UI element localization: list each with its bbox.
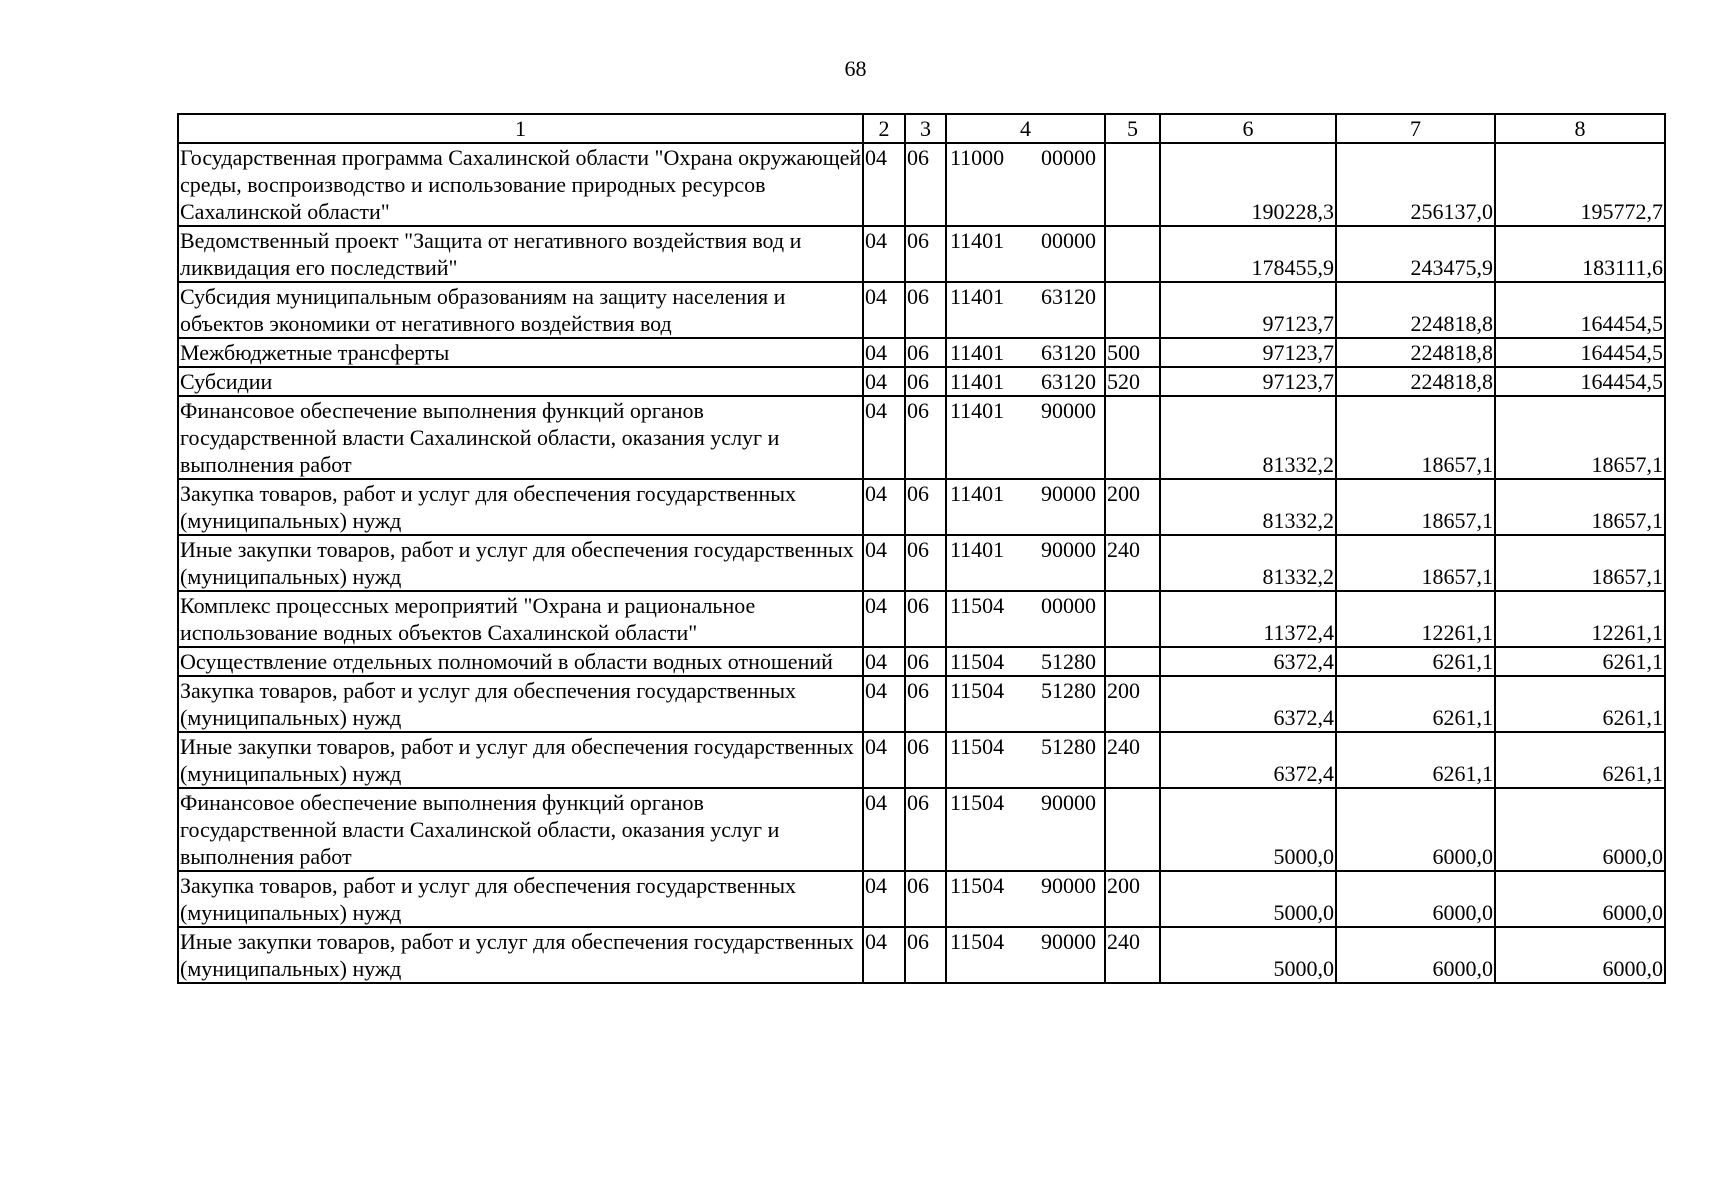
target-article-code	[946, 143, 1105, 226]
amount-col-6: 190228,3	[1160, 143, 1336, 226]
amount-col-6: 5000,0	[1160, 871, 1336, 927]
table-row	[178, 226, 1665, 282]
table-row	[178, 871, 1665, 927]
amount-col-8: 6261,1	[1495, 676, 1665, 732]
target-article-code-parts	[950, 592, 1104, 619]
header-row	[178, 114, 1665, 143]
section-code: 04	[863, 143, 905, 226]
amount-col-7: 18657,1	[1336, 479, 1495, 535]
amount-col-7: 6000,0	[1336, 927, 1495, 983]
target-article-program: 11401	[950, 228, 1005, 253]
subsection-code: 06	[905, 143, 946, 226]
target-article-code	[946, 927, 1105, 983]
table-row	[178, 282, 1665, 338]
amount-col-8: 6000,0	[1495, 927, 1665, 983]
row-name: Иные закупки товаров, работ и услуг для обеспечения государственных (муниципальных) нужд	[178, 927, 863, 983]
target-article-code	[946, 282, 1105, 338]
header-cell: 4	[946, 114, 1105, 143]
target-article-direction: 51280	[1041, 678, 1096, 703]
subsection-code: 06	[905, 591, 946, 647]
expense-type-code	[1105, 226, 1160, 282]
row-name: Субсидии	[178, 367, 863, 396]
target-article-program: 11000	[950, 145, 1005, 170]
expense-type-code	[1105, 591, 1160, 647]
section-code: 04	[863, 676, 905, 732]
amount-col-8: 18657,1	[1495, 479, 1665, 535]
target-article-program: 11401	[950, 481, 1005, 506]
target-article-code-parts	[950, 480, 1104, 507]
subsection-code: 06	[905, 788, 946, 871]
section-code: 04	[863, 479, 905, 535]
amount-col-6: 6372,4	[1160, 647, 1336, 676]
target-article-code	[946, 871, 1105, 927]
amount-col-6: 6372,4	[1160, 676, 1336, 732]
table-row	[178, 535, 1665, 591]
amount-col-8: 164454,5	[1495, 338, 1665, 367]
subsection-code: 06	[905, 367, 946, 396]
section-code: 04	[863, 788, 905, 871]
amount-col-6: 6372,4	[1160, 732, 1336, 788]
target-article-code-parts	[950, 283, 1104, 310]
expense-type-code: 520	[1105, 367, 1160, 396]
table-row	[178, 647, 1665, 676]
budget-table	[177, 113, 1666, 984]
table-row	[178, 927, 1665, 983]
table-row	[178, 788, 1665, 871]
target-article-program: 11401	[950, 284, 1005, 309]
table-row	[178, 591, 1665, 647]
target-article-direction: 00000	[1041, 145, 1096, 170]
row-name: Закупка товаров, работ и услуг для обеспечения государственных (муниципальных) нужд	[178, 871, 863, 927]
amount-col-6: 81332,2	[1160, 535, 1336, 591]
target-article-code-parts	[950, 872, 1104, 899]
amount-col-8: 18657,1	[1495, 396, 1665, 479]
amount-col-8: 6261,1	[1495, 732, 1665, 788]
subsection-code: 06	[905, 535, 946, 591]
target-article-program: 11504	[950, 678, 1005, 703]
page-number: 68	[844, 56, 867, 81]
subsection-code: 06	[905, 226, 946, 282]
target-article-code-parts	[950, 536, 1104, 563]
target-article-code-parts	[950, 928, 1104, 955]
row-name: Комплекс процессных мероприятий "Охрана и рациональное использование водных объектов Сахалинской области"	[178, 591, 863, 647]
target-article-code-parts	[950, 368, 1104, 395]
subsection-code: 06	[905, 647, 946, 676]
expense-type-code: 200	[1105, 479, 1160, 535]
amount-col-7: 243475,9	[1336, 226, 1495, 282]
target-article-direction: 63120	[1041, 284, 1096, 309]
target-article-direction: 51280	[1041, 734, 1096, 759]
target-article-code-parts	[950, 733, 1104, 760]
amount-col-6: 97123,7	[1160, 338, 1336, 367]
target-article-code-parts	[950, 789, 1104, 816]
section-code: 04	[863, 927, 905, 983]
table-row	[178, 143, 1665, 226]
row-name: Финансовое обеспечение выполнения функций органов государственной власти Сахалинской области, оказания услуг и выполнения работ	[178, 396, 863, 479]
header-cell: 6	[1160, 114, 1336, 143]
header-cell: 3	[905, 114, 946, 143]
amount-col-7: 6261,1	[1336, 647, 1495, 676]
row-name: Государственная программа Сахалинской области "Охрана окружающей среды, воспроизводство и использование природных ресурсов Сахалинской области"	[180, 145, 862, 224]
amount-col-6: 5000,0	[1160, 927, 1336, 983]
target-article-direction: 51280	[1041, 649, 1096, 674]
target-article-program: 11401	[950, 369, 1005, 394]
target-article-program: 11504	[950, 649, 1005, 674]
target-article-program: 11504	[950, 734, 1005, 759]
section-code: 04	[863, 591, 905, 647]
target-article-program: 11504	[950, 790, 1005, 815]
target-article-code-parts	[950, 648, 1104, 675]
target-article-code	[946, 396, 1105, 479]
target-article-program: 11401	[950, 398, 1005, 423]
section-code: 04	[863, 396, 905, 479]
target-article-direction: 00000	[1041, 228, 1096, 253]
header-cell: 2	[863, 114, 905, 143]
amount-col-8: 183111,6	[1495, 226, 1665, 282]
row-name: Финансовое обеспечение выполнения функций органов государственной власти Сахалинской области, оказания услуг и выполнения работ	[178, 788, 863, 871]
row-name: Ведомственный проект "Защита от негативного воздействия вод и ликвидация его последствий"	[178, 226, 863, 282]
amount-col-6: 11372,4	[1160, 591, 1336, 647]
target-article-code-parts	[950, 144, 1104, 171]
expense-type-code: 240	[1105, 535, 1160, 591]
subsection-code: 06	[905, 676, 946, 732]
amount-col-7: 6261,1	[1336, 676, 1495, 732]
target-article-program: 11504	[950, 929, 1005, 954]
target-article-code	[946, 479, 1105, 535]
target-article-code-parts	[950, 677, 1104, 704]
target-article-code-parts	[950, 227, 1104, 254]
header-cell: 5	[1105, 114, 1160, 143]
target-article-code	[946, 676, 1105, 732]
amount-col-7: 18657,1	[1336, 535, 1495, 591]
header-cell: 7	[1336, 114, 1495, 143]
subsection-code: 06	[905, 927, 946, 983]
target-article-code	[946, 535, 1105, 591]
expense-type-code	[1105, 282, 1160, 338]
amount-col-7: 224818,8	[1336, 367, 1495, 396]
table-row	[178, 479, 1665, 535]
amount-col-6: 5000,0	[1160, 788, 1336, 871]
target-article-direction: 90000	[1041, 873, 1096, 898]
row-name: Закупка товаров, работ и услуг для обеспечения государственных (муниципальных) нужд	[178, 479, 863, 535]
row-name: Субсидия муниципальным образованиям на защиту населения и объектов экономики от негативного воздействия вод	[178, 282, 863, 338]
amount-col-8: 6000,0	[1495, 871, 1665, 927]
row-name: Иные закупки товаров, работ и услуг для обеспечения государственных (муниципальных) нужд	[178, 535, 863, 591]
amount-col-7: 12261,1	[1336, 591, 1495, 647]
target-article-direction: 63120	[1041, 369, 1096, 394]
target-article-code	[946, 788, 1105, 871]
target-article-direction: 90000	[1041, 398, 1096, 423]
header-cell: 1	[178, 114, 863, 143]
expense-type-code: 200	[1105, 676, 1160, 732]
target-article-code	[946, 647, 1105, 676]
amount-col-7: 18657,1	[1336, 396, 1495, 479]
target-article-code	[946, 591, 1105, 647]
target-article-program: 11504	[950, 593, 1005, 618]
amount-col-8: 6261,1	[1495, 647, 1665, 676]
amount-col-6: 178455,9	[1160, 226, 1336, 282]
section-code: 04	[863, 732, 905, 788]
target-article-code	[946, 226, 1105, 282]
amount-col-7: 224818,8	[1336, 282, 1495, 338]
row-name: Межбюджетные трансферты	[178, 338, 863, 367]
row-name: Закупка товаров, работ и услуг для обеспечения государственных (муниципальных) нужд	[178, 676, 863, 732]
target-article-code	[946, 367, 1105, 396]
table-row	[178, 676, 1665, 732]
target-article-direction: 90000	[1041, 929, 1096, 954]
expense-type-code	[1105, 396, 1160, 479]
target-article-direction: 90000	[1041, 537, 1096, 562]
amount-col-8: 164454,5	[1495, 282, 1665, 338]
section-code: 04	[863, 647, 905, 676]
target-article-direction: 90000	[1041, 790, 1096, 815]
subsection-code: 06	[905, 732, 946, 788]
amount-col-7: 6261,1	[1336, 732, 1495, 788]
subsection-code: 06	[905, 396, 946, 479]
target-article-direction: 00000	[1041, 593, 1096, 618]
target-article-program: 11401	[950, 340, 1005, 365]
section-code: 04	[863, 338, 905, 367]
subsection-code: 06	[905, 479, 946, 535]
expense-type-code: 200	[1105, 871, 1160, 927]
amount-col-8: 18657,1	[1495, 535, 1665, 591]
row-name: Осуществление отдельных полномочий в области водных отношений	[178, 647, 863, 676]
table-row	[178, 732, 1665, 788]
expense-type-code: 240	[1105, 927, 1160, 983]
section-code: 04	[863, 535, 905, 591]
section-code: 04	[863, 226, 905, 282]
expense-type-code	[1105, 143, 1160, 226]
target-article-code	[946, 338, 1105, 367]
target-article-code-parts	[950, 339, 1104, 366]
header-cell: 8	[1495, 114, 1665, 143]
target-article-program: 11401	[950, 537, 1005, 562]
target-article-direction: 90000	[1041, 481, 1096, 506]
amount-col-8: 195772,7	[1495, 143, 1665, 226]
section-code: 04	[863, 871, 905, 927]
table-row	[178, 338, 1665, 367]
subsection-code: 06	[905, 338, 946, 367]
target-article-program: 11504	[950, 873, 1005, 898]
amount-col-7: 224818,8	[1336, 338, 1495, 367]
table-row	[178, 367, 1665, 396]
amount-col-8: 6000,0	[1495, 788, 1665, 871]
amount-col-6: 97123,7	[1160, 367, 1336, 396]
amount-col-8: 12261,1	[1495, 591, 1665, 647]
amount-col-6: 81332,2	[1160, 479, 1336, 535]
amount-col-7: 6000,0	[1336, 788, 1495, 871]
expense-type-code: 500	[1105, 338, 1160, 367]
amount-col-7: 256137,0	[1336, 143, 1495, 226]
target-article-code	[946, 732, 1105, 788]
amount-col-6: 81332,2	[1160, 396, 1336, 479]
table-row	[178, 396, 1665, 479]
table-body	[178, 114, 1665, 983]
subsection-code: 06	[905, 282, 946, 338]
expense-type-code	[1105, 788, 1160, 871]
section-code: 04	[863, 282, 905, 338]
amount-col-7: 6000,0	[1336, 871, 1495, 927]
expense-type-code	[1105, 647, 1160, 676]
amount-col-6: 97123,7	[1160, 282, 1336, 338]
subsection-code: 06	[905, 871, 946, 927]
section-code: 04	[863, 367, 905, 396]
amount-col-8: 164454,5	[1495, 367, 1665, 396]
row-name: Иные закупки товаров, работ и услуг для обеспечения государственных (муниципальных) нужд	[178, 732, 863, 788]
expense-type-code: 240	[1105, 732, 1160, 788]
target-article-direction: 63120	[1041, 340, 1096, 365]
target-article-code-parts	[950, 397, 1104, 424]
